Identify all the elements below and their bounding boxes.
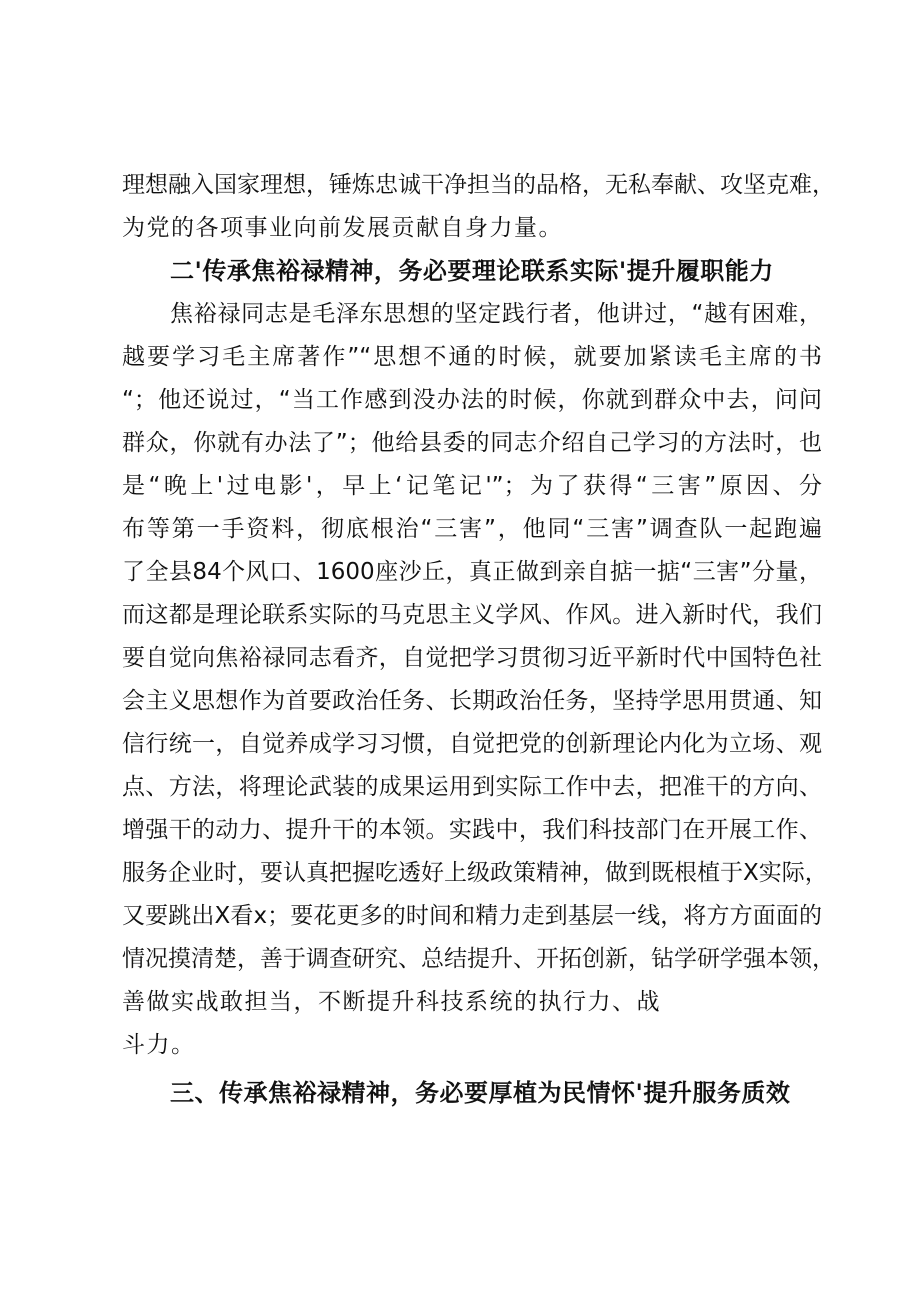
section-2-line-7: 了全县84个风口、1600座沙丘，真正做到亲自掂一掂“三害”分量， [122, 559, 822, 585]
section-2-line-4: 群众，你就有办法了”；他给县委的同志介绍自己学习的方法时，也 [122, 430, 822, 456]
section-2-line-2: 越要学习毛主席著作”“思想不通的时候，就要加紧读毛主席的书 [122, 344, 822, 370]
section-2-line-15: 又要跳出X看x；要花更多的时间和精力走到基层一线，将方方面面的 [122, 903, 822, 929]
section-2-line-10: 会主义思想作为首要政治任务、长期政治任务，坚持学思用贯通、知 [122, 688, 822, 714]
section-2-line-3: “；他还说过，“当工作感到没办法的时候，你就到群众中去，问问 [122, 387, 822, 413]
section-2-line-5: 是“晚上'过电影'，早上‘记笔记'”；为了获得“三害”原因、分 [122, 473, 822, 499]
section-2-line-18: 斗力。 [122, 1032, 196, 1058]
section-2-heading: 二'传承焦裕禄精神，务必要理论联系实际'提升履职能力 [170, 257, 774, 285]
section-2-line-8: 而这都是理论联系实际的马克思主义学风、作风。进入新时代，我们 [122, 602, 822, 628]
intro-line-2: 为党的各项事业向前发展贡献自身力量。 [122, 215, 563, 241]
section-2-line-11: 信行统一，自觉养成学习习惯，自觉把党的创新理论内化为立场、观 [122, 731, 822, 757]
section-2-line-16: 情况摸清楚，善于调查研究、总结提升、开拓创新，钻学研学强本领， [122, 946, 835, 972]
section-2-line-14: 服务企业时，要认真把握吃透好上级政策精神，做到既根植于X实际， [122, 860, 828, 886]
section-2-line-9: 要自觉向焦裕禄同志看齐，自觉把学习贯彻习近平新时代中国特色社 [122, 645, 822, 671]
section-2-line-13: 增强干的动力、提升干的本领。实践中，我们科技部门在开展工作、 [122, 817, 822, 843]
intro-line-1: 理想融入国家理想，锤炼忠诚干净担当的品格，无私奉献、攻坚克难， [122, 172, 835, 198]
section-2-line-12: 点、方法，将理论武装的成果运用到实际工作中去，把准干的方向、 [122, 774, 822, 800]
section-2-line-17: 善做实战敢担当，不断提升科技系统的执行力、战 [122, 989, 661, 1015]
section-3-heading: 三、传承焦裕禄精神，务必要厚植为民情怀'提升服务质效 [170, 1079, 791, 1107]
section-2-line-1: 焦裕禄同志是毛泽东思想的坚定践行者，他讲过，“越有困难， [170, 301, 822, 327]
section-2-line-6: 布等第一手资料，彻底根治“三害”，他同“三害”调查队一起跑遍 [122, 516, 822, 542]
